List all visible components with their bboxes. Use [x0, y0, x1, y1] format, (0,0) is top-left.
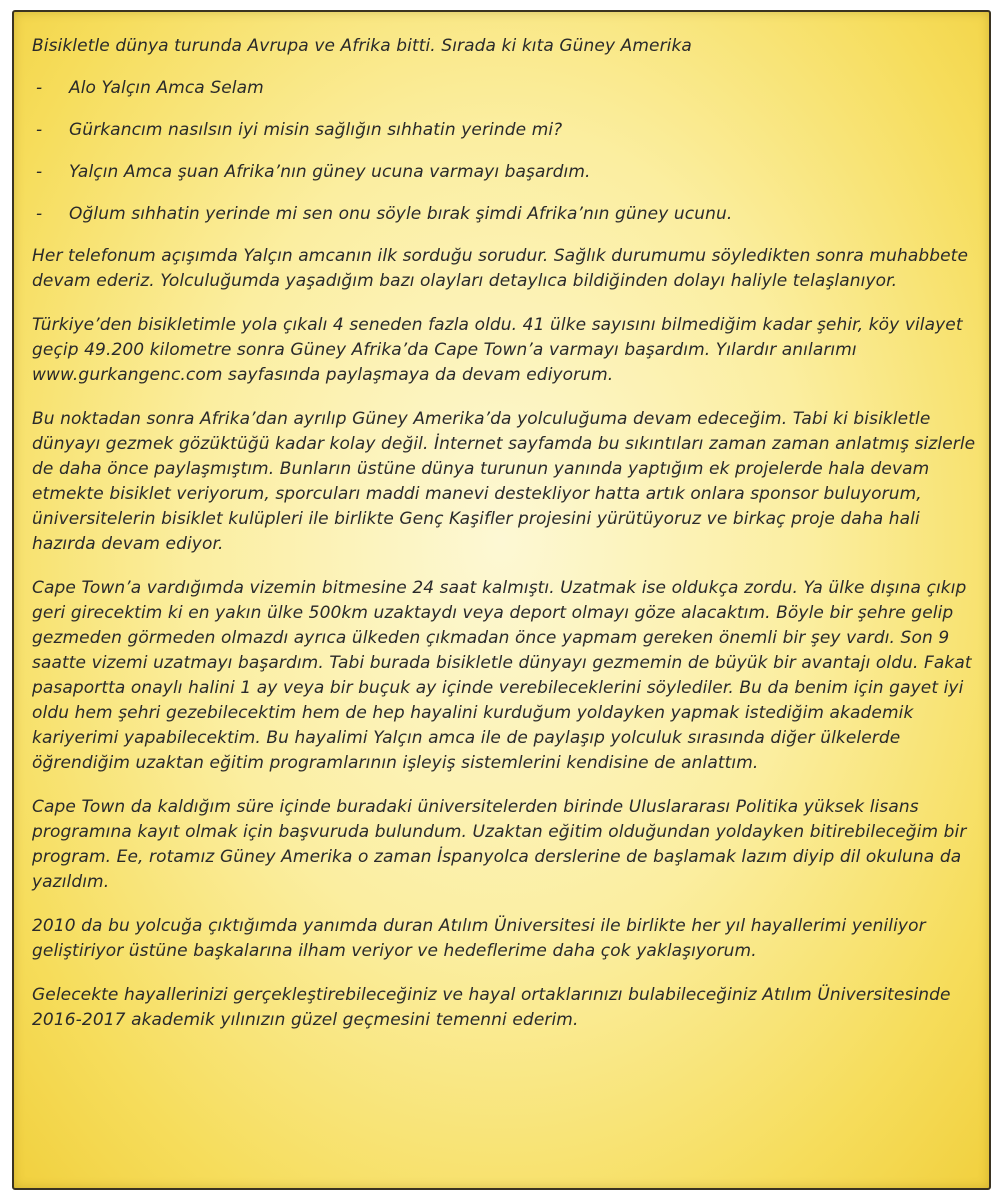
dialog-dash: -	[36, 204, 43, 224]
yellow-paper-background	[12, 10, 991, 1190]
paragraph-closing: Gelecekte hayallerinizi gerçekleştirebileceğiniz ve hayal ortaklarınızı bulabileceğiniz Atılım Üniversitesinde 2016-2017 akademik yılınızın güzel geçmesini temenni ederim.	[32, 985, 951, 1030]
dialog-text: Oğlum sıhhatin yerinde mi sen onu söyle bırak şimdi Afrika’nın güney ucunu.	[69, 204, 733, 224]
dialog-line-2	[32, 118, 977, 143]
dialog-line-3	[32, 160, 977, 185]
dialog-line-1	[32, 76, 977, 101]
dialog-text: Gürkancım nasılsın iyi misin sağlığın sıhhatin yerinde mi?	[69, 120, 563, 140]
paragraph-projects: Bu noktadan sonra Afrika’dan ayrılıp Güney Amerika’da yolculuğuma devam edeceğim. Tabi ki bisikletle dünyayı gezmek gözüktüğü kadar kolay değil. İnternet sayfamda bu sıkıntıları zaman zaman anlatmış sizlerle de daha önce paylaşmıştım. Bunların üstüne dünya turunun yanında yaptığım ek projelerde hala devam etmekte bisiklet veriyorum, sporcuları maddi manevi destekliyor hatta artık onlara sponsor buluyorum, üniversitelerin bisiklet kulüpleri ile birlikte Genç Kaşifler projesini yürütüyoruz ve birkaç proje daha hali hazırda devam ediyor.	[32, 409, 976, 554]
dialog-dash: -	[36, 120, 43, 140]
intro-line: Bisikletle dünya turunda Avrupa ve Afrika bitti. Sırada ki kıta Güney Amerika	[32, 36, 692, 56]
dialog-dash: -	[36, 162, 43, 182]
paragraph-education: Cape Town da kaldığım süre içinde buradaki üniversitelerden birinde Uluslararası Politika yüksek lisans programına kayıt olmak için başvuruda bulundum. Uzaktan eğitim olduğundan yoldayken bitirebileceğim bir program. Ee, rotamız Güney Amerika o zaman İspanyolca derslerine de başlamak lazım diyip dil okuluna da yazıldım.	[32, 797, 967, 892]
paragraph-journey: Türkiye’den bisikletimle yola çıkalı 4 seneden fazla oldu. 41 ülke sayısını bilmediğim kadar şehir, köy vilayet geçip 49.200 kilometre sonra Güney Afrika’da Cape Town’a varmayı başardım. Yılardır anılarımı www.gurkangenc.com sayfasında paylaşmaya da devam ediyorum.	[32, 315, 963, 385]
paragraph-health: Her telefonum açışımda Yalçın amcanın ilk sorduğu sorudur. Sağlık durumumu söyledikten sonra muhabbete devam ederiz. Yolculuğumda yaşadığım bazı olayları detaylıca bildiğinden dolayı haliyle telaşlanıyor.	[32, 246, 969, 291]
dialog-line-4	[32, 202, 977, 227]
letter-body	[32, 34, 977, 1033]
dialog-text: Yalçın Amca şuan Afrika’nın güney ucuna varmayı başardım.	[69, 162, 591, 182]
dialog-dash: -	[36, 78, 43, 98]
dialog-text: Alo Yalçın Amca Selam	[69, 78, 264, 98]
paragraph-atilim: 2010 da bu yolcuğa çıktığımda yanımda duran Atılım Üniversitesi ile birlikte her yıl hayallerimi yeniliyor geliştiriyor üstüne başkalarına ilham veriyor ve hedeflerime daha çok yaklaşıyorum.	[32, 916, 926, 961]
paragraph-cape-town-visa: Cape Town’a vardığımda vizemin bitmesine 24 saat kalmıştı. Uzatmak ise oldukça zordu. Ya ülke dışına çıkıp geri girecektim ki en yakın ülke 500km uzaktaydı veya deport olmayı göze alacaktım. Böyle bir şehre gelip gezmeden görmeden olmazdı ayrıca ülkeden çıkmadan önce yapmam gereken önemli bir şey vardı. Son 9 saatte vizemi uzatmayı başardım. Tabi burada bisikletle dünyayı gezmemin de büyük bir avantajı oldu. Fakat pasaportta onaylı halini 1 ay veya bir buçuk ay içinde verebileceklerini söylediler. Bu da benim için gayet iyi oldu hem şehri gezebilecektim hem de hep hayalini kurduğum yoldayken yapmak istediğim akademik kariyerimi yapabilecektim. Bu hayalimi Yalçın amca ile de paylaşıp yolculuk sırasında diğer ülkelerde öğrendiğim uzaktan eğitim programlarının işleyiş sistemlerini kendisine de anlattım.	[32, 578, 972, 773]
